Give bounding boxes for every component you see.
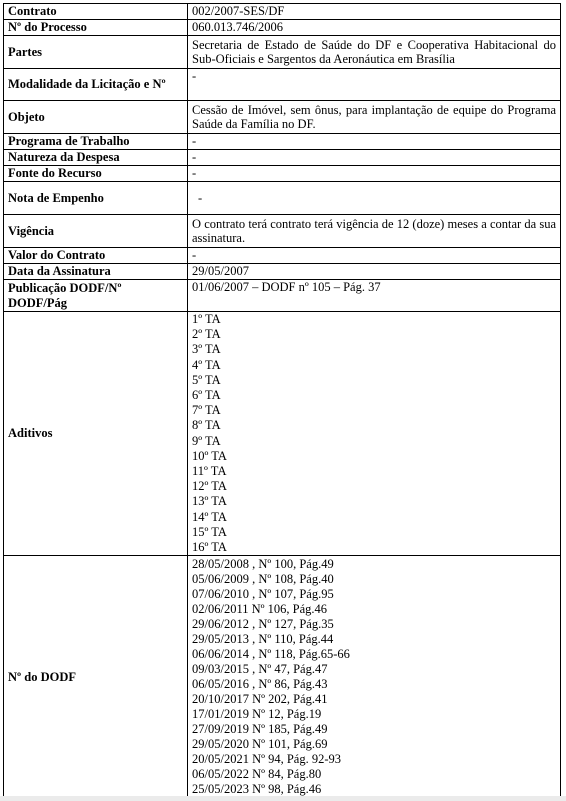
list-item: 29/05/2013 , Nº 110, Pág.44 [192,632,334,647]
table-row [4,166,561,182]
row-value-fonte: - [188,166,561,182]
list-item: 06/06/2014 , Nº 118, Pág.65-66 [192,647,350,662]
contract-table [3,3,561,799]
table-row [4,280,561,312]
list-item: 09/03/2015 , Nº 47, Pág.47 [192,662,328,677]
row-label-vigencia: Vigência [4,215,188,248]
list-item: 14º TA [192,509,227,524]
list-item: 11º TA [192,464,227,479]
list-item: 1º TA [192,312,221,326]
row-label-modalidade: Modalidade da Licitação e Nº [4,69,188,101]
list-item: 27/09/2019 Nº 185, Pág.49 [192,722,328,737]
row-label-assinatura: Data da Assinatura [4,264,188,280]
row-label-programa: Programa de Trabalho [4,134,188,150]
row-value-natureza: - [188,150,561,166]
table-row [4,264,561,280]
row-value-empenho: - [188,182,561,215]
row-value-contrato: 002/2007-SES/DF [188,4,561,20]
row-label-fonte: Fonte do Recurso [4,166,188,182]
list-item: 02/06/2011 Nº 106, Pág.46 [192,602,328,617]
row-label-contrato: Contrato [4,4,188,20]
table-row [4,312,561,556]
table-row [4,69,561,101]
list-item: 5º TA [192,372,221,387]
row-value-processo: 060.013.746/2006 [188,20,561,36]
table-row [4,4,561,20]
list-item: 06/05/2022 Nº 84, Pág.80 [192,767,322,782]
row-label-objeto: Objeto [4,101,188,134]
row-value-publicacao: 01/06/2007 – DODF nº 105 – Pág. 37 [188,280,561,312]
list-item: 17/01/2019 Nº 12, Pág.19 [192,707,322,722]
list-item: 3º TA [192,342,221,357]
list-item: 07/06/2010 , Nº 107, Pág.95 [192,587,334,602]
row-label-aditivos: Aditivos [4,312,188,556]
row-value-valor: - [188,248,561,264]
row-value-programa: - [188,134,561,150]
list-item: 29/06/2012 , Nº 127, Pág.35 [192,617,334,632]
list-item: 6º TA [192,388,221,403]
row-value-modalidade: - [188,69,561,101]
list-item: 05/06/2009 , Nº 108, Pág.40 [192,572,334,587]
row-label-processo: Nº do Processo [4,20,188,36]
row-label-partes: Partes [4,36,188,69]
list-item: 4º TA [192,357,221,372]
list-item: 9º TA [192,433,221,448]
list-item: 2º TA [192,327,221,342]
list-item: 13º TA [192,494,227,509]
list-item: 15º TA [192,524,227,539]
list-item: 7º TA [192,403,221,418]
list-item: 29/05/2020 Nº 101, Pág.69 [192,737,328,752]
table-row [4,36,561,69]
table-row [4,134,561,150]
table-row [4,20,561,36]
list-item: 20/10/2017 Nº 202, Pág.41 [192,692,328,707]
table-row [4,248,561,264]
list-item: 10º TA [192,448,227,463]
row-value-assinatura: 29/05/2007 [188,264,561,280]
list-item: 28/05/2008 , Nº 100, Pág.49 [192,557,334,572]
list-item: 12º TA [192,479,227,494]
row-value-partes: Secretaria de Estado de Saúde do DF e Cooperativa Habitacional do Sub-Oficiais e Sargentos da Aeronáutica em Brasília [188,36,561,69]
aditivos-list [188,312,561,556]
list-item: 20/05/2021 Nº 94, Pág. 92-93 [192,752,342,767]
dodf-list [188,556,561,799]
row-label-empenho: Nota de Empenho [4,182,188,215]
row-label-publicacao: Publicação DODF/Nº DODF/Pág [4,280,188,312]
table-row [4,215,561,248]
table-row [4,101,561,134]
list-item: 25/05/2023 Nº 98, Pág.46 [192,782,322,797]
list-item: 8º TA [192,418,221,433]
list-item: 06/05/2016 , Nº 86, Pág.43 [192,677,328,692]
row-value-objeto: Cessão de Imóvel, sem ônus, para implantação de equipe do Programa Saúde da Família no DF. [188,101,561,134]
row-label-natureza: Natureza da Despesa [4,150,188,166]
table-row [4,182,561,215]
row-label-valor: Valor do Contrato [4,248,188,264]
table-row [4,556,561,799]
row-label-dodf: Nº do DODF [4,556,188,799]
table-row [4,150,561,166]
list-item: 16º TA [192,540,227,555]
page-bottom-edge [0,796,566,801]
row-value-vigencia: O contrato terá contrato terá vigência de 12 (doze) meses a contar da sua assinatura. [188,215,561,248]
